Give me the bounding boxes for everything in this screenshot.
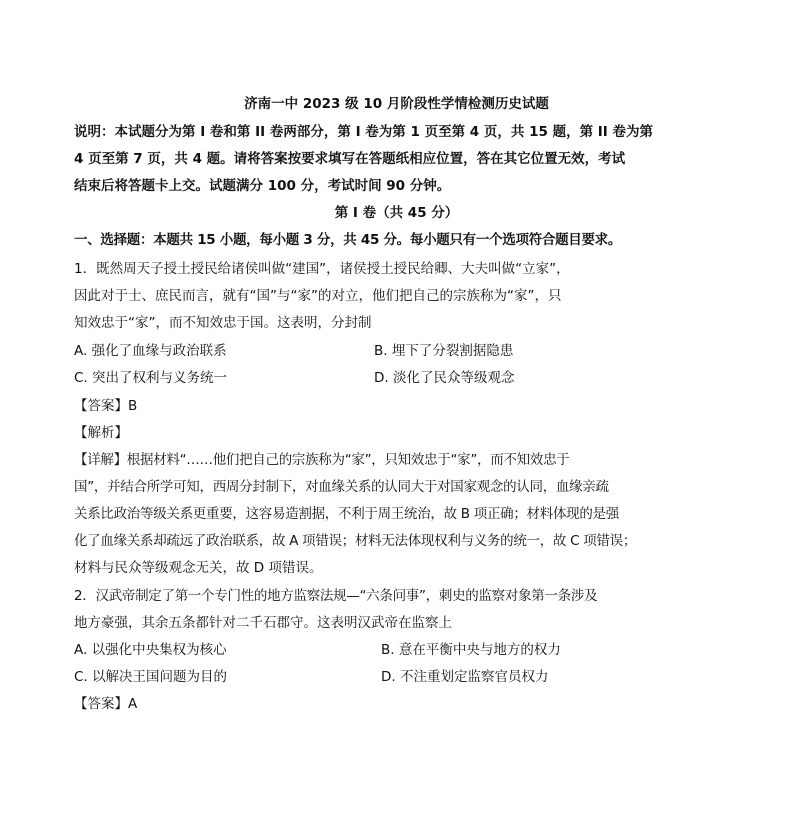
q1-option-d: D. 淡化了民众等级观念 [374, 370, 515, 386]
q1-analysis-label: 【解析】 [74, 425, 128, 441]
q1-option-a: A. 强化了血缘与政治联系 [74, 343, 227, 359]
q2-stem-line-1: 2．汉武帝制定了第一个专门性的地方监察法规—“六条问事”，刺史的监察对象第一条涉及 [74, 588, 598, 604]
q2-answer: 【答案】A [74, 696, 138, 712]
q2-stem-line-2: 地方豪强，其余五条都针对二千石郡守。这表明汉武帝在监察上 [74, 615, 452, 631]
q1-option-c: C. 突出了权利与义务统一 [74, 370, 228, 386]
q1-detail-line-5: 材料与民众等级观念无关，故 D 项错误。 [74, 560, 323, 576]
q1-detail-line-3: 关系比政治等级关系更重要，这容易造割据，不利于周王统治，故 B 项正确；材料体现的是强 [74, 506, 619, 522]
q2-option-c: C. 以解决王国问题为目的 [74, 669, 228, 685]
q1-answer: 【答案】B [74, 398, 138, 414]
section-1-title: 第 I 卷（共 45 分） [334, 205, 459, 221]
q2-option-b: B. 意在平衡中央与地方的权力 [381, 642, 561, 658]
q2-option-a: A. 以强化中央集权为核心 [74, 642, 227, 658]
q1-detail-line-4: 化了血缘关系却疏远了政治联系，故 A 项错误；材料无法体现权利与义务的统一，故 C 项错误； [74, 533, 637, 549]
instructions-line-3: 结束后将答题卡上交。试题满分 100 分，考试时间 90 分钟。 [74, 178, 451, 194]
q2-option-d: D. 不注重划定监察官员权力 [381, 669, 549, 685]
instructions-line-1: 说明：本试题分为第 I 卷和第 II 卷两部分，第 I 卷为第 1 页至第 4 页，共 15 题，第 II 卷为第 [74, 124, 654, 140]
section-1-intro: 一、选择题：本题共 15 小题，每小题 3 分，共 45 分。每小题只有一个选项符合题目要求。 [74, 232, 622, 248]
q1-option-b: B. 埋下了分裂割据隐患 [374, 343, 514, 359]
instructions-line-2: 4 页至第 7 页，共 4 题。请将答案按要求填写在答题纸相应位置，答在其它位置无效，考试 [74, 151, 626, 167]
q1-stem-line-1: 1．既然周天子授土授民给诸侯叫做“建国”，诸侯授土授民给卿、大夫叫做“立家”， [74, 261, 570, 277]
q1-stem-line-2: 因此对于士、庶民而言，就有“国”与“家”的对立，他们把自己的宗族称为“家”，只 [74, 288, 562, 304]
q1-detail-line-1: 【详解】根据材料“……他们把自己的宗族称为“家”，只知效忠于“家”，而不知效忠于 [74, 452, 570, 468]
exam-title: 济南一中 2023 级 10 月阶段性学情检测历史试题 [244, 96, 549, 112]
q1-detail-line-2: 国”，并结合所学可知，西周分封制下，对血缘关系的认同大于对国家观念的认同，血缘亲疏 [74, 479, 609, 495]
q1-stem-line-3: 知效忠于“家”，而不知效忠于国。这表明，分封制 [74, 315, 372, 331]
